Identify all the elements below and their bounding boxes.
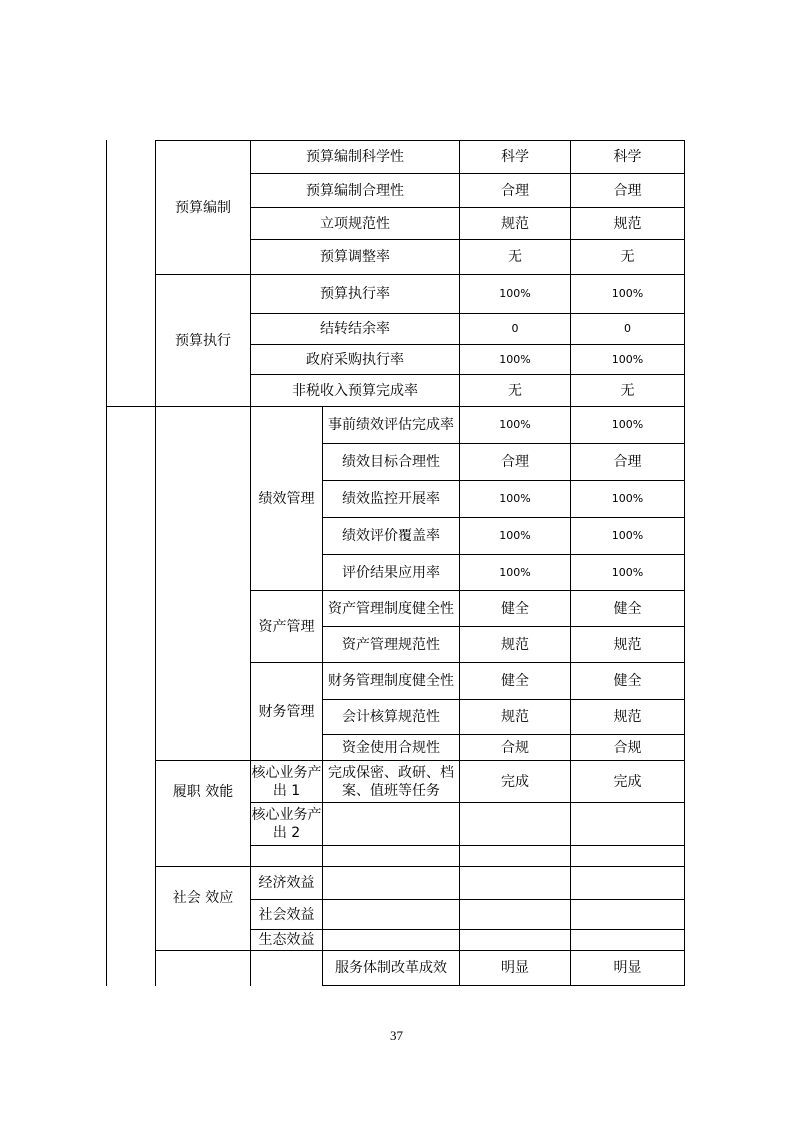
target-cell: 无	[508, 382, 522, 399]
actual-cell: 规范	[613, 215, 642, 232]
target-cell: 100%	[499, 418, 531, 431]
indicator-cell: 非税收入预算完成率	[292, 382, 418, 399]
actual-cell: 健全	[613, 600, 642, 617]
actual-cell: 100%	[611, 565, 644, 579]
target-cell: 100%	[499, 492, 531, 505]
indicator-cell: 绩效目标合理性	[342, 454, 440, 470]
target-cell: 100%	[499, 287, 531, 300]
actual-cell: 100%	[611, 352, 644, 366]
actual-cell: 健全	[613, 673, 642, 689]
indicator-cell: 预算执行率	[320, 286, 390, 302]
target-cell: 健全	[501, 600, 529, 617]
indicator-cell: 预算调整率	[320, 249, 390, 265]
target-cell: 无	[508, 249, 522, 265]
indicator-cell: 评价结果应用率	[342, 564, 440, 581]
social-item: 社会效益	[258, 906, 315, 923]
indicator-cell: 立项规范性	[320, 215, 390, 232]
target-cell: 完成	[501, 773, 529, 790]
actual-cell: 0	[624, 322, 631, 335]
indicator-cell: 事前绩效评估完成率	[328, 417, 454, 433]
indicator-cell: 结转结余率	[320, 321, 390, 337]
indicator-cell: 政府采购执行率	[306, 351, 404, 368]
actual-cell: 100%	[611, 492, 644, 505]
indicator-cell: 完成保密、政研、档案、值班等任务	[328, 764, 454, 799]
core-output-2-label: 核心业务产出 2	[251, 807, 322, 841]
target-cell: 合理	[501, 182, 529, 199]
group-label-finance-mgmt: 财务管理	[258, 703, 315, 720]
target-cell: 规范	[501, 636, 529, 653]
actual-cell: 完成	[613, 773, 642, 790]
group-label-budget-prep: 预算编制	[175, 199, 231, 216]
indicator-cell: 资产管理制度健全性	[328, 600, 454, 617]
target-cell: 合规	[501, 739, 529, 756]
indicator-cell: 绩效评价覆盖率	[342, 528, 440, 544]
target-cell: 100%	[499, 529, 531, 542]
actual-cell: 无	[620, 249, 635, 265]
target-cell: 明显	[501, 960, 529, 976]
target-cell: 合理	[501, 454, 529, 470]
actual-cell: 规范	[613, 636, 642, 653]
actual-cell: 明显	[613, 960, 642, 976]
target-cell: 100%	[499, 565, 531, 579]
target-cell: 健全	[501, 673, 529, 689]
actual-cell: 100%	[611, 287, 644, 300]
group-label-social: 社会 效应	[172, 890, 234, 906]
actual-cell: 100%	[611, 418, 644, 431]
actual-cell: 规范	[613, 709, 642, 725]
actual-cell: 合理	[613, 182, 642, 199]
actual-cell: 无	[620, 382, 635, 399]
page-number: 37	[390, 1028, 403, 1043]
indicator-cell: 资金使用合规性	[342, 739, 440, 756]
target-cell: 规范	[501, 709, 529, 725]
target-cell: 规范	[501, 215, 529, 232]
actual-cell: 合规	[613, 739, 642, 756]
indicator-cell: 会计核算规范性	[342, 709, 440, 725]
actual-cell: 科学	[613, 149, 642, 165]
indicator-cell: 财务管理制度健全性	[328, 673, 454, 689]
social-item: 经济效益	[258, 875, 315, 891]
actual-cell: 100%	[611, 529, 644, 542]
social-item: 生态效益	[258, 932, 315, 948]
target-cell: 0	[511, 322, 519, 335]
indicator-cell: 绩效监控开展率	[342, 491, 440, 507]
group-label-perf-mgmt: 绩效管理	[258, 490, 315, 507]
group-label-asset-mgmt: 资产管理	[258, 618, 315, 635]
indicator-cell: 资产管理规范性	[342, 636, 440, 653]
indicator-cell: 预算编制合理性	[306, 182, 404, 199]
core-output-1-label: 核心业务产出 1	[251, 764, 322, 799]
indicator-cell: 服务体制改革成效	[335, 960, 447, 976]
actual-cell: 合理	[613, 454, 642, 470]
group-label-duty: 履职 效能	[172, 784, 234, 800]
target-cell: 100%	[499, 352, 531, 366]
group-label-budget-exec: 预算执行	[175, 332, 231, 349]
indicator-cell: 预算编制科学性	[306, 149, 404, 165]
target-cell: 科学	[501, 149, 529, 165]
